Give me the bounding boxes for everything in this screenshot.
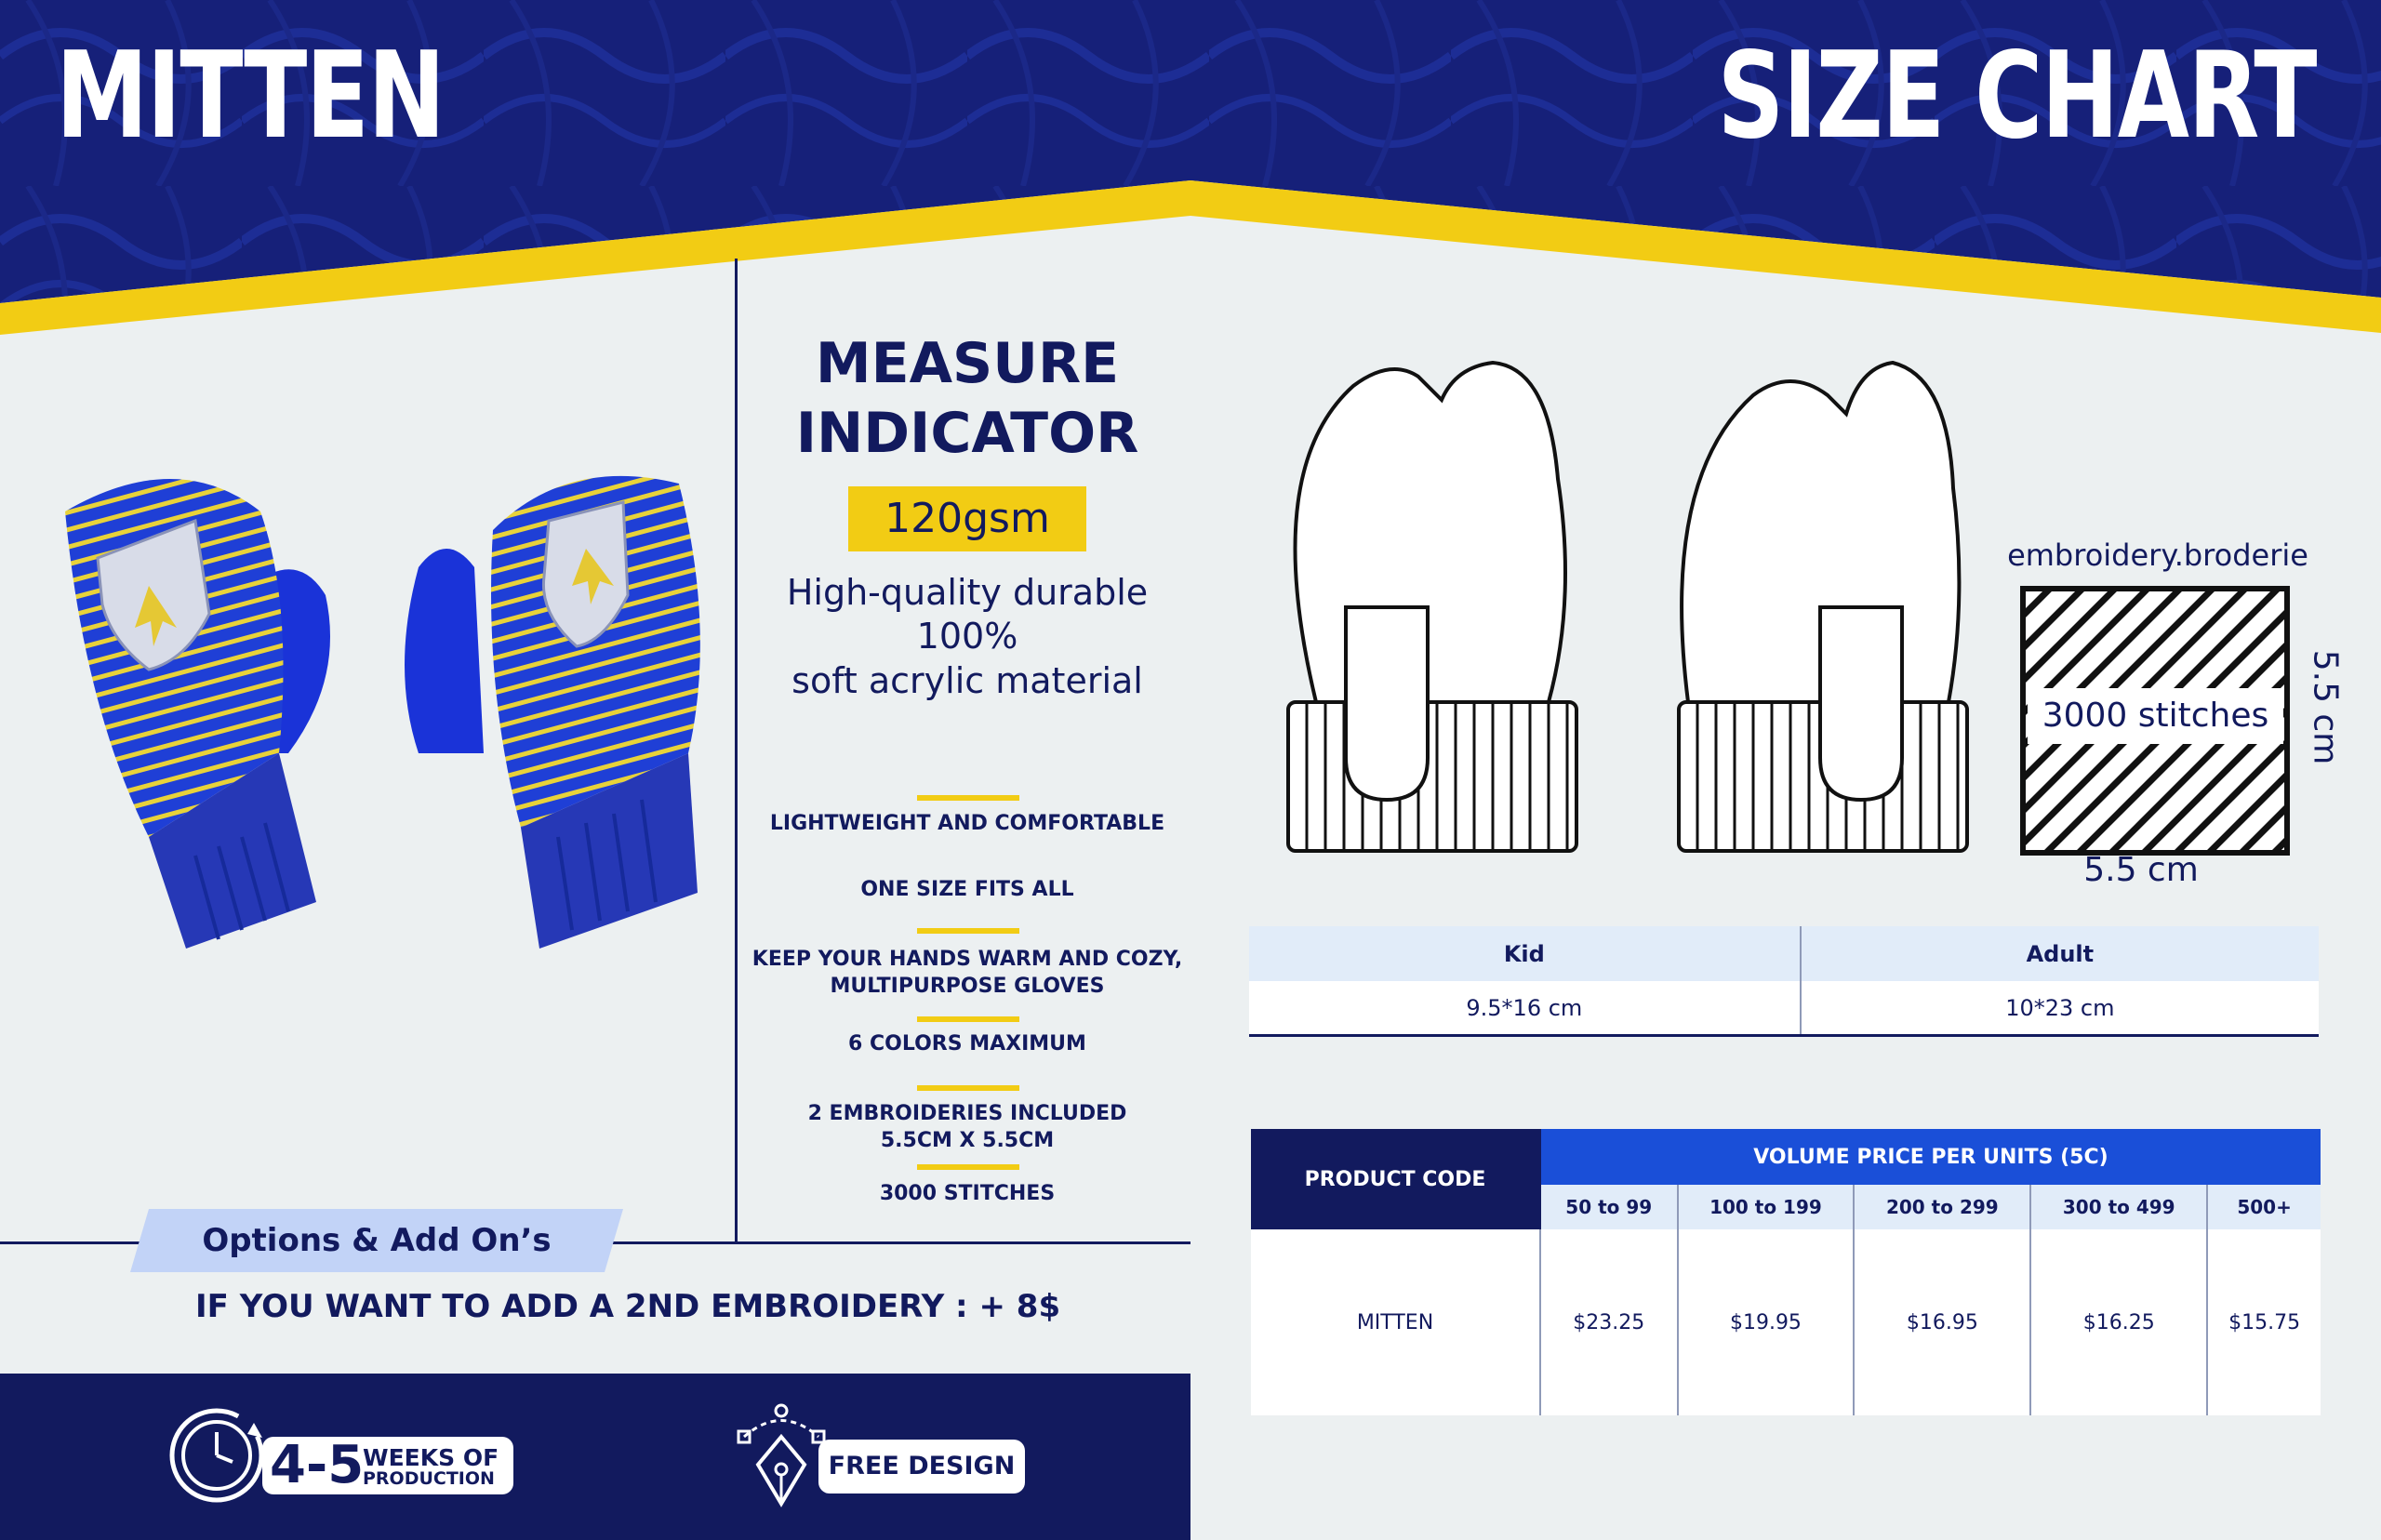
size-header-adult: Adult <box>1801 926 2319 981</box>
quantity-header: 500+ <box>2207 1185 2321 1229</box>
material-description-line2: 100% <box>916 616 1018 657</box>
options-label: Options & Add On’s <box>202 1222 552 1259</box>
mitten-outline-back <box>1279 358 1586 860</box>
price-cell: $16.95 <box>1854 1229 2030 1415</box>
mitten-outline-front <box>1669 358 1976 860</box>
quantity-header: 300 to 499 <box>2030 1185 2207 1229</box>
table-row <box>1251 1229 2321 1415</box>
feature-divider <box>917 1164 1019 1170</box>
quantity-header: 200 to 299 <box>1854 1185 2030 1229</box>
volume-price-header: VOLUME PRICE PER UNITS (5C) <box>1540 1129 2321 1185</box>
size-table <box>1249 926 2319 1037</box>
table-row <box>1249 981 2319 1036</box>
embroidery-title: embroidery.broderie <box>2007 538 2308 573</box>
embroidery-stitches: 3000 stitches <box>2028 688 2283 744</box>
size-value-adult: 10*23 cm <box>1801 981 2319 1036</box>
free-design-label: FREE DESIGN <box>828 1452 1016 1480</box>
production-weeks-number: 4-5 <box>270 1435 365 1495</box>
table-header-row <box>1249 926 2319 981</box>
price-cell: $23.25 <box>1540 1229 1678 1415</box>
feature-item: 2 EMBROIDERIES INCLUDED 5.5CM X 5.5CM <box>807 1102 1127 1152</box>
feature-divider <box>917 1016 1019 1022</box>
price-cell: $19.95 <box>1678 1229 1855 1415</box>
embroidery-width: 5.5 cm <box>2083 851 2199 889</box>
quantity-header: 50 to 99 <box>1540 1185 1678 1229</box>
material-description: High-quality durable <box>786 572 1149 613</box>
product-code-cell: MITTEN <box>1251 1229 1540 1415</box>
measure-indicator-title: MEASURE <box>815 331 1120 396</box>
feature-item: 3000 STITCHES <box>879 1182 1056 1205</box>
feature-divider <box>917 795 1019 801</box>
price-cell: $16.25 <box>2030 1229 2207 1415</box>
right-mitten <box>405 476 700 949</box>
addon-text: IF YOU WANT TO ADD A 2ND EMBROIDERY : + 8$ <box>195 1288 1061 1325</box>
production-weeks-label: WEEKS OF <box>363 1444 499 1471</box>
weight-badge: 120gsm <box>848 486 1086 551</box>
mittens-photo <box>47 446 716 967</box>
feature-item: 6 COLORS MAXIMUM <box>848 1032 1086 1055</box>
embroidery-height: 5.5 cm <box>2306 649 2345 765</box>
page-title-right: SIZE CHART <box>1717 27 2316 166</box>
price-cell: $15.75 <box>2207 1229 2321 1415</box>
feature-item: ONE SIZE FITS ALL <box>860 878 1074 901</box>
table-header-row <box>1251 1129 2321 1185</box>
feature-item: KEEP YOUR HANDS WARM AND COZY, MULTIPURPOSE GLOVES <box>752 948 1183 998</box>
product-code-header: PRODUCT CODE <box>1251 1129 1540 1229</box>
feature-divider <box>917 928 1019 934</box>
page-title-left: MITTEN <box>56 27 445 166</box>
size-value-kid: 9.5*16 cm <box>1249 981 1801 1036</box>
quantity-header: 100 to 199 <box>1678 1185 1855 1229</box>
left-mitten <box>65 479 330 949</box>
material-description-line3: soft acrylic material <box>791 660 1143 701</box>
column-divider <box>735 259 738 1242</box>
size-header-kid: Kid <box>1249 926 1801 981</box>
production-weeks-sublabel: PRODUCTION <box>363 1468 495 1489</box>
feature-item: LIGHTWEIGHT AND COMFORTABLE <box>769 812 1165 835</box>
feature-divider <box>917 1085 1019 1091</box>
price-table <box>1251 1129 2321 1415</box>
clock-icon <box>166 1404 268 1507</box>
measure-indicator-title-line2: INDICATOR <box>795 401 1139 466</box>
